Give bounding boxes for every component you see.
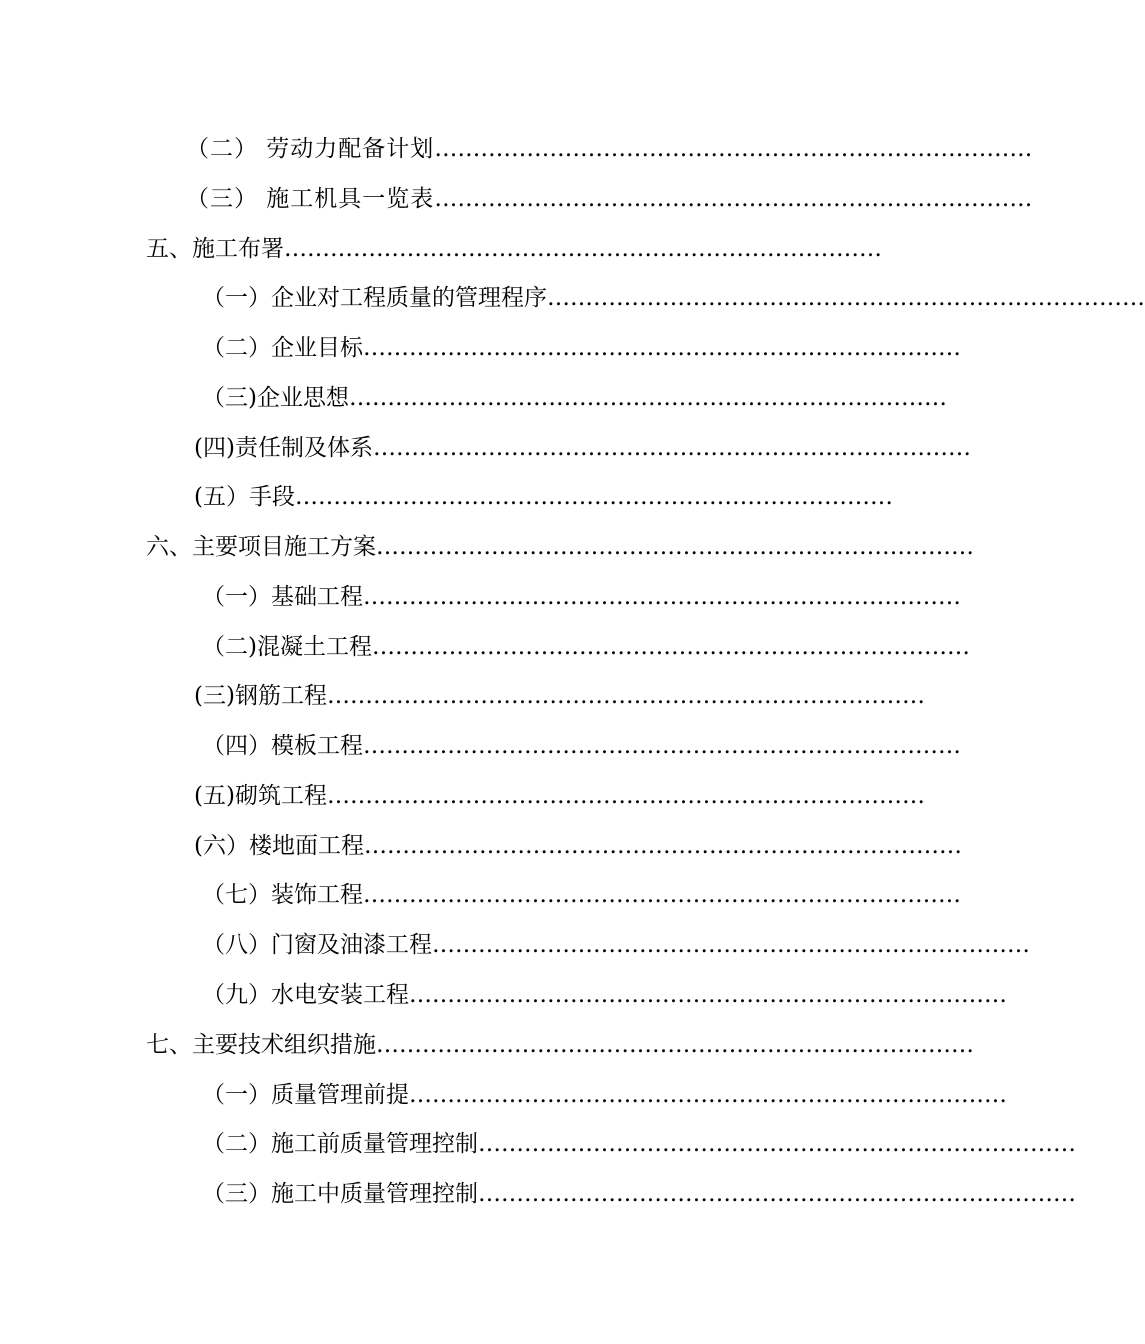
toc-entry-text: 六、主要项目施工方案: [146, 534, 376, 560]
toc-entry: [202, 1078, 1007, 1112]
toc-dot-leader: ……………………………………………………………………: [409, 982, 1007, 1008]
toc-entry: [194, 679, 925, 713]
toc-dot-leader: ……………………………………………………………………: [326, 783, 925, 809]
toc-dot-leader: ……………………………………………………………………: [376, 534, 974, 560]
toc-dot-leader: ……………………………………………………………………: [363, 882, 961, 908]
toc-dot-leader: ……………………………………………………………………: [547, 285, 1145, 311]
toc-entry-text: （二)混凝土工程: [202, 634, 372, 660]
toc-entry-text: (三)钢筋工程: [194, 683, 327, 709]
toc-dot-leader: ……………………………………………………………………: [363, 584, 961, 610]
toc-entry-labor-plan: [186, 132, 1033, 166]
toc-entry-text: （二）施工前质量管理控制: [202, 1131, 478, 1157]
toc-entry-text: （四）模板工程: [202, 733, 363, 759]
toc-entry-text: (四)责任制及体系: [194, 435, 373, 461]
toc-entry-text: (五)砌筑工程: [194, 783, 327, 809]
toc-entry-text: （一）基础工程: [202, 584, 363, 610]
toc-entry: [202, 580, 961, 614]
toc-entry-text: （二） 劳动力配备计划: [186, 136, 435, 162]
toc-entry: [202, 381, 947, 415]
toc-entry-equipment-list: [186, 182, 1033, 216]
toc-entry: [202, 928, 1030, 962]
toc-entry-text: （七）装饰工程: [202, 882, 363, 908]
toc-entry-text: (五）手段: [194, 484, 295, 510]
toc-dot-leader: ……………………………………………………………………: [372, 435, 971, 461]
toc-dot-leader: ……………………………………………………………………: [409, 1082, 1007, 1108]
toc-dot-leader: ……………………………………………………………………: [432, 932, 1030, 958]
toc-section-5: [146, 232, 882, 266]
toc-entry: [202, 281, 1145, 315]
toc-entry: [202, 1177, 1076, 1211]
toc-dot-leader: ……………………………………………………………………: [478, 1181, 1076, 1207]
toc-dot-leader: ……………………………………………………………………: [376, 1032, 974, 1058]
toc-entry: [194, 431, 971, 465]
toc-entry: [202, 729, 961, 763]
toc-dot-leader: ……………………………………………………………………: [348, 385, 947, 411]
toc-dot-leader: ……………………………………………………………………: [478, 1131, 1076, 1157]
toc-entry: [194, 480, 893, 514]
toc-dot-leader: ……………………………………………………………………: [363, 733, 961, 759]
toc-entry-text: （三） 施工机具一览表: [186, 186, 435, 212]
toc-dot-leader: ……………………………………………………………………: [284, 236, 882, 262]
toc-entry-text: （二）企业目标: [202, 335, 363, 361]
toc-dot-leader: ……………………………………………………………………: [363, 335, 961, 361]
toc-dot-leader: ……………………………………………………………………: [294, 484, 893, 510]
toc-entry: [202, 1127, 1076, 1161]
toc-entry: [202, 878, 961, 912]
toc-entry-text: （三）施工中质量管理控制: [202, 1181, 478, 1207]
toc-entry: [194, 779, 925, 813]
toc-entry-text: (六）楼地面工程: [194, 833, 364, 859]
toc-dot-leader: ……………………………………………………………………: [326, 683, 925, 709]
toc-entry-text: （八）门窗及油漆工程: [202, 932, 432, 958]
toc-dot-leader: ……………………………………………………………………: [363, 833, 962, 859]
toc-entry-text: （一）质量管理前提: [202, 1082, 409, 1108]
toc-entry-text: （三)企业思想: [202, 385, 349, 411]
toc-entry-text: （一）企业对工程质量的管理程序: [202, 285, 547, 311]
toc-entry: [202, 331, 961, 365]
toc-section-7: [146, 1028, 974, 1062]
toc-dot-leader: ……………………………………………………………………: [434, 136, 1033, 162]
toc-entry-text: （九）水电安装工程: [202, 982, 409, 1008]
toc-entry: [194, 829, 962, 863]
toc-entry: [202, 978, 1007, 1012]
toc-entry: [202, 630, 970, 664]
toc-entry-text: 七、主要技术组织措施: [146, 1032, 376, 1058]
toc-dot-leader: ……………………………………………………………………: [434, 186, 1033, 212]
toc-dot-leader: ……………………………………………………………………: [371, 634, 970, 660]
toc-entry-text: 五、施工布署: [146, 236, 284, 262]
toc-section-6: [146, 530, 974, 564]
